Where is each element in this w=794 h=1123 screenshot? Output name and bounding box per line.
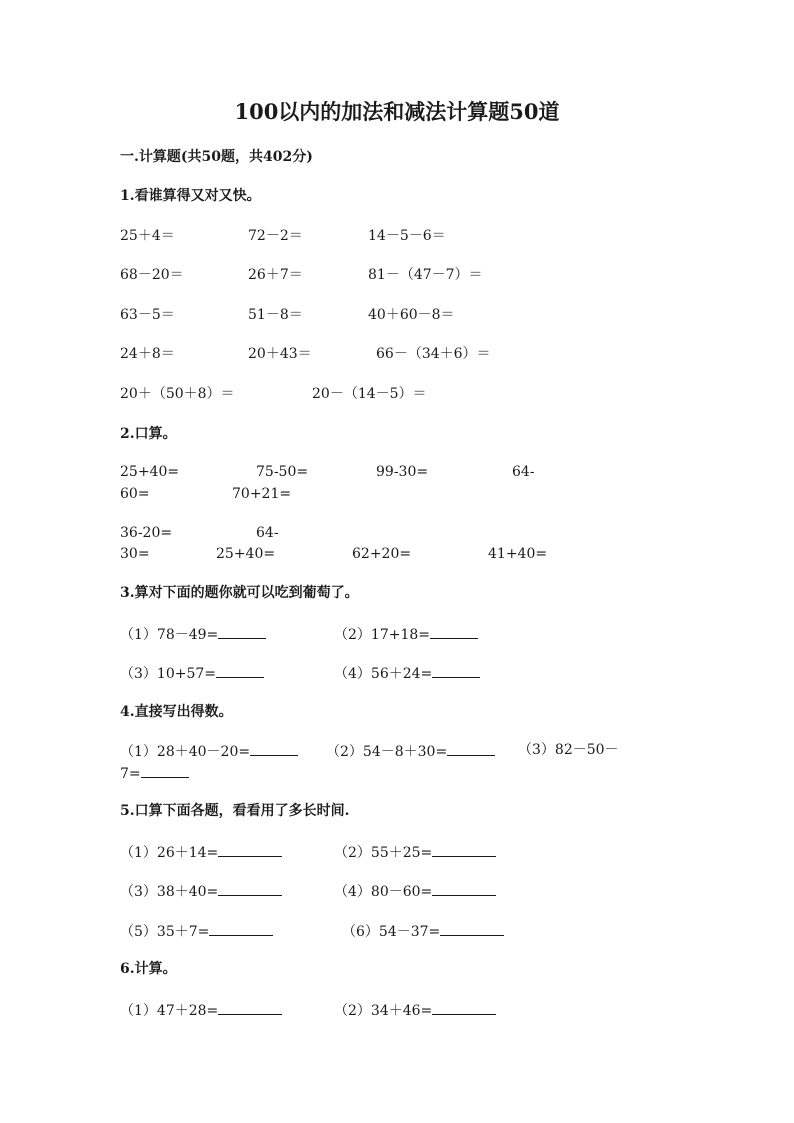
q5-problem xyxy=(120,842,282,862)
q5-problem xyxy=(342,921,504,941)
answer-blank[interactable] xyxy=(447,741,495,756)
q1-problem: 72－2＝ xyxy=(248,228,303,244)
q2-problem: 62+20= xyxy=(352,546,412,562)
q1-problem: 14－5－6＝ xyxy=(368,228,446,244)
answer-blank[interactable] xyxy=(432,842,496,857)
q1-problem: 25＋4＝ xyxy=(120,228,175,244)
q4-problem-text: （3）82－50－ xyxy=(518,742,619,758)
q3-problem-text: （3）10+57= xyxy=(120,666,216,682)
q3-problem xyxy=(120,624,266,644)
q4-problem-text: （1）28＋40－20= xyxy=(120,744,251,760)
answer-blank[interactable] xyxy=(218,624,266,639)
q4-problem-text: 7= xyxy=(120,766,141,782)
q4-heading: 4.直接写出得数。 xyxy=(120,704,233,720)
q1-problem: 51－8＝ xyxy=(248,307,303,323)
q3-problem-text: （1）78－49= xyxy=(120,627,219,643)
q5-problem-text: （4）80－60= xyxy=(334,884,433,900)
q5-problem xyxy=(334,842,496,862)
q3-problem-text: （4）56＋24= xyxy=(334,666,433,682)
q6-problem-text: （1）47＋28= xyxy=(120,1003,219,1019)
q5-heading: 5.口算下面各题，看看用了多长时间. xyxy=(120,803,350,819)
q2-problem: 99-30= xyxy=(376,464,429,480)
answer-blank[interactable] xyxy=(430,624,478,639)
answer-blank[interactable] xyxy=(432,1000,496,1015)
q1-problem: 68－20＝ xyxy=(120,267,184,283)
q5-problem xyxy=(120,921,273,941)
q3-problem xyxy=(120,663,264,683)
q1-problem: 20＋（50＋8）＝ xyxy=(120,386,235,402)
q5-problem-text: （2）55＋25= xyxy=(334,845,433,861)
q2-problem: 36-20= xyxy=(120,525,173,541)
q2-problem: 60= xyxy=(120,486,150,502)
q5-problem-text: （5）35＋7= xyxy=(120,924,210,940)
q1-problem: 81－（47－7）＝ xyxy=(368,267,483,283)
answer-blank[interactable] xyxy=(432,881,496,896)
q2-problem: 70+21= xyxy=(232,486,292,502)
part-heading: 一.计算题(共50题，共402分) xyxy=(120,149,313,165)
q4-problem xyxy=(120,763,189,783)
q3-problem-text: （2）17+18= xyxy=(334,627,430,643)
answer-blank[interactable] xyxy=(432,663,480,678)
q6-problem xyxy=(120,1000,282,1020)
q3-problem xyxy=(334,624,478,644)
q2-problem: 64- xyxy=(512,464,535,480)
q2-problem: 30= xyxy=(120,546,150,562)
q6-heading: 6.计算。 xyxy=(120,961,177,977)
q2-problem: 25+40= xyxy=(120,464,180,480)
answer-blank[interactable] xyxy=(218,842,282,857)
q5-problem xyxy=(334,881,496,901)
q2-problem: 25+40= xyxy=(216,546,276,562)
q2-heading: 2.口算。 xyxy=(120,426,177,442)
page-title: 100以内的加法和减法计算题50道 xyxy=(234,99,560,124)
q5-problem-text: （6）54－37= xyxy=(342,924,441,940)
q1-problem: 26＋7＝ xyxy=(248,267,303,283)
q1-problem: 20＋43＝ xyxy=(248,346,312,362)
answer-blank[interactable] xyxy=(218,881,282,896)
q4-problem xyxy=(326,741,495,761)
answer-blank[interactable] xyxy=(440,921,504,936)
q5-problem xyxy=(120,881,282,901)
q4-problem-text: （2）54－8＋30= xyxy=(326,744,448,760)
q1-heading: 1.看谁算得又对又快。 xyxy=(120,188,261,204)
q2-problem: 41+40= xyxy=(488,546,548,562)
q1-problem: 66－（34＋6）＝ xyxy=(376,346,491,362)
answer-blank[interactable] xyxy=(209,921,273,936)
q6-problem-text: （2）34＋46= xyxy=(334,1003,433,1019)
q5-problem-text: （3）38＋40= xyxy=(120,884,219,900)
answer-blank[interactable] xyxy=(218,1000,282,1015)
q2-problem: 75-50= xyxy=(256,464,309,480)
q3-heading: 3.算对下面的题你就可以吃到葡萄了。 xyxy=(120,585,359,601)
q1-problem: 20－（14－5）＝ xyxy=(312,386,427,402)
q6-problem xyxy=(334,1000,496,1020)
q5-problem-text: （1）26＋14= xyxy=(120,845,219,861)
q4-problem xyxy=(120,741,298,761)
q3-problem xyxy=(334,663,480,683)
q1-problem: 40＋60－8＝ xyxy=(368,307,455,323)
answer-blank[interactable] xyxy=(250,741,298,756)
q1-problem: 63－5＝ xyxy=(120,307,175,323)
q1-problem: 24＋8＝ xyxy=(120,346,175,362)
q2-problem: 64- xyxy=(256,525,279,541)
answer-blank[interactable] xyxy=(216,663,264,678)
answer-blank[interactable] xyxy=(141,763,189,778)
